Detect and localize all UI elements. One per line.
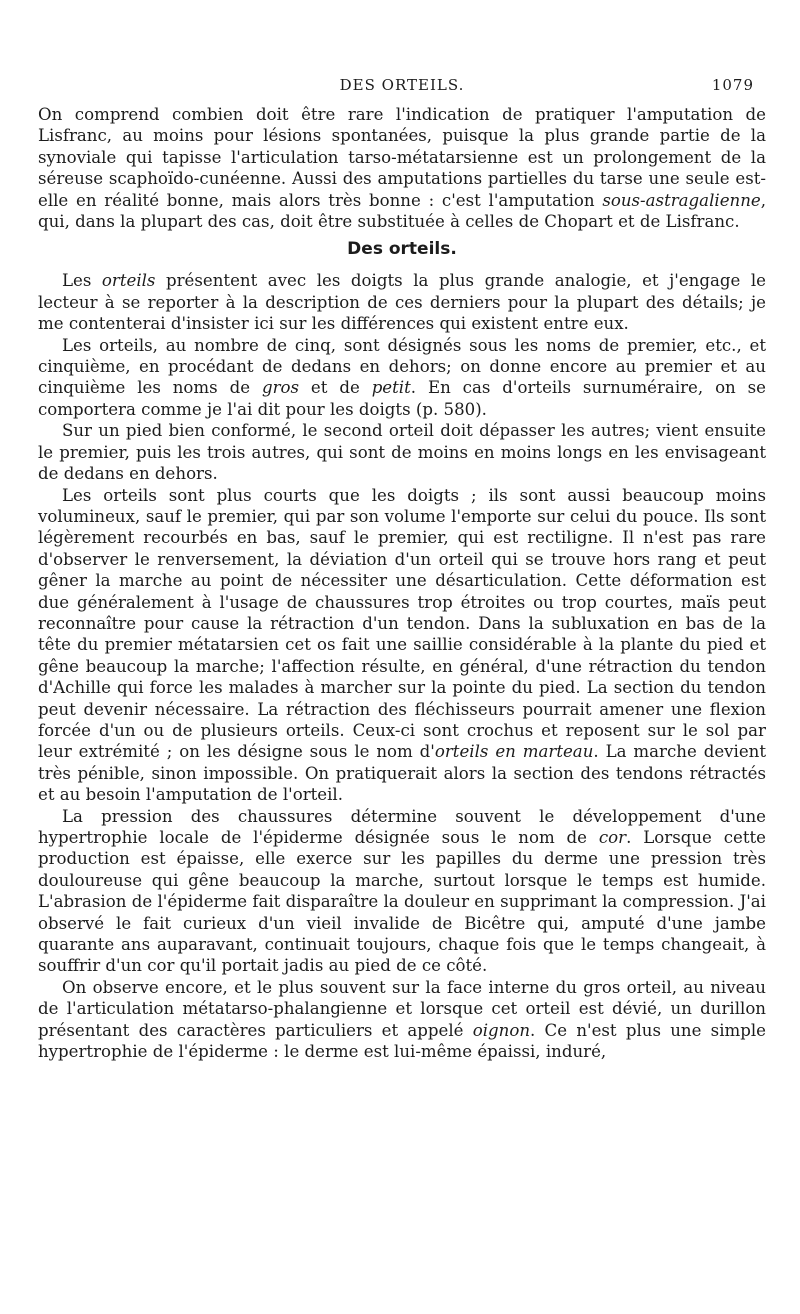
paragraph: Les orteils sont plus courts que les doigts ; ils sont aussi beaucoup moins volumineux, sauf le premier, qui par son volume l'emporte sur celui du pouce. Ils sont légèrement recourbés en bas, sauf le premier, qui est rectiligne. Il n'est pas rare d'observer le renversement, la déviation d'un orteil qui se trouve hors rang et peut gêner la marche au point de nécessiter une désarticulation. Cette déformation est due généralement à l'usage de chaussures trop étroites ou trop courtes, maïs peut reconnaître pour cause la rétraction d'un tendon. Dans la subluxation en bas de la tête du premier métatarsien cet os fait une saillie considérable à la plante du pied et gêne beaucoup la marche; l'affection résulte, en général, d'une rétraction du tendon d'Achille qui force les malades à marcher sur la pointe du pied. La section du tendon peut devenir nécessaire. La rétraction des fléchisseurs pourrait amener une flexion forcée d'un ou de plusieurs orteils. Ceux-ci sont crochus et reposent sur le sol par leur extrémité ; on les désigne sous le nom d'orteils en marteau. La marche devient très pénible, sinon impossible. On pratiquerait alors la section des tendons rétractés et au besoin l'amputation de l'orteil. bbox=[38, 485, 766, 805]
page-number: 1079 bbox=[711, 76, 754, 94]
running-head bbox=[38, 76, 766, 104]
running-head-title: DES ORTEILS. bbox=[339, 76, 465, 94]
paragraph: Les orteils, au nombre de cinq, sont désignés sous les noms de premier, etc., et cinquième, en procédant de dedans en dehors; on donne encore au premier et au cinquième les noms de gros et de petit. En cas d'orteils surnuméraire, on se comportera comme je l'ai dit pour les doigts (p. 580). bbox=[38, 335, 766, 419]
paragraph: Sur un pied bien conformé, le second orteil doit dépasser les autres; vient ensuite le premier, puis les trois autres, qui sont de moins en moins longs en les envisageant de dedans en dehors. bbox=[38, 421, 766, 484]
book-page bbox=[38, 0, 766, 1062]
paragraph: Les orteils présentent avec les doigts la plus grande analogie, et j'engage le lecteur à se reporter à la description de ces derniers pour la plupart des détails; je me contenterai d'insister ici sur les différences qui existent entre eux. bbox=[38, 271, 766, 334]
paragraph: On observe encore, et le plus souvent sur la face interne du gros orteil, au niveau de l'articulation métatarso-phalangienne et lorsque cet orteil est dévié, un durillon présentant des caractères particuliers et appelé oignon. Ce n'est plus une simple hypertrophie de l'épiderme : le derme est lui-même épaissi, induré, bbox=[38, 977, 766, 1062]
paragraph: La pression des chaussures détermine souvent le développement d'une hypertrophie locale de l'épiderme désignée sous le nom de cor. Lorsque cette production est épaisse, elle exerce sur les papilles du derme une pression très douloureuse qui gêne beaucoup la marche, surtout lorsque le temps est humide. L'abrasion de l'épiderme fait disparaître la douleur en supprimant la compression. J'ai observé le fait curieux d'un vieil invalide de Bicêtre qui, amputé d'une jambe quarante ans auparavant, continuait toujours, chaque fois que le temps changeait, à souffrir d'un cor qu'il portait jadis au pied de ce côté. bbox=[38, 806, 766, 976]
paragraph-intro: On comprend combien doit être rare l'indication de pratiquer l'amputation de Lisfranc, au moins pour lésions spontanées, puisque la plus grande partie de la synoviale qui tapisse l'articulation tarso-métatarsienne est un prolongement de la séreuse scaphoïdo-cunéenne. Aussi des amputations partielles du tarse une seule est-elle en réalité bonne, mais alors très bonne : c'est l'amputation sous-astragalienne, qui, dans la plupart des cas, doit être substituée à celles de Chopart et de Lisfranc. bbox=[38, 105, 766, 232]
section-heading: Des orteils. bbox=[347, 239, 457, 260]
